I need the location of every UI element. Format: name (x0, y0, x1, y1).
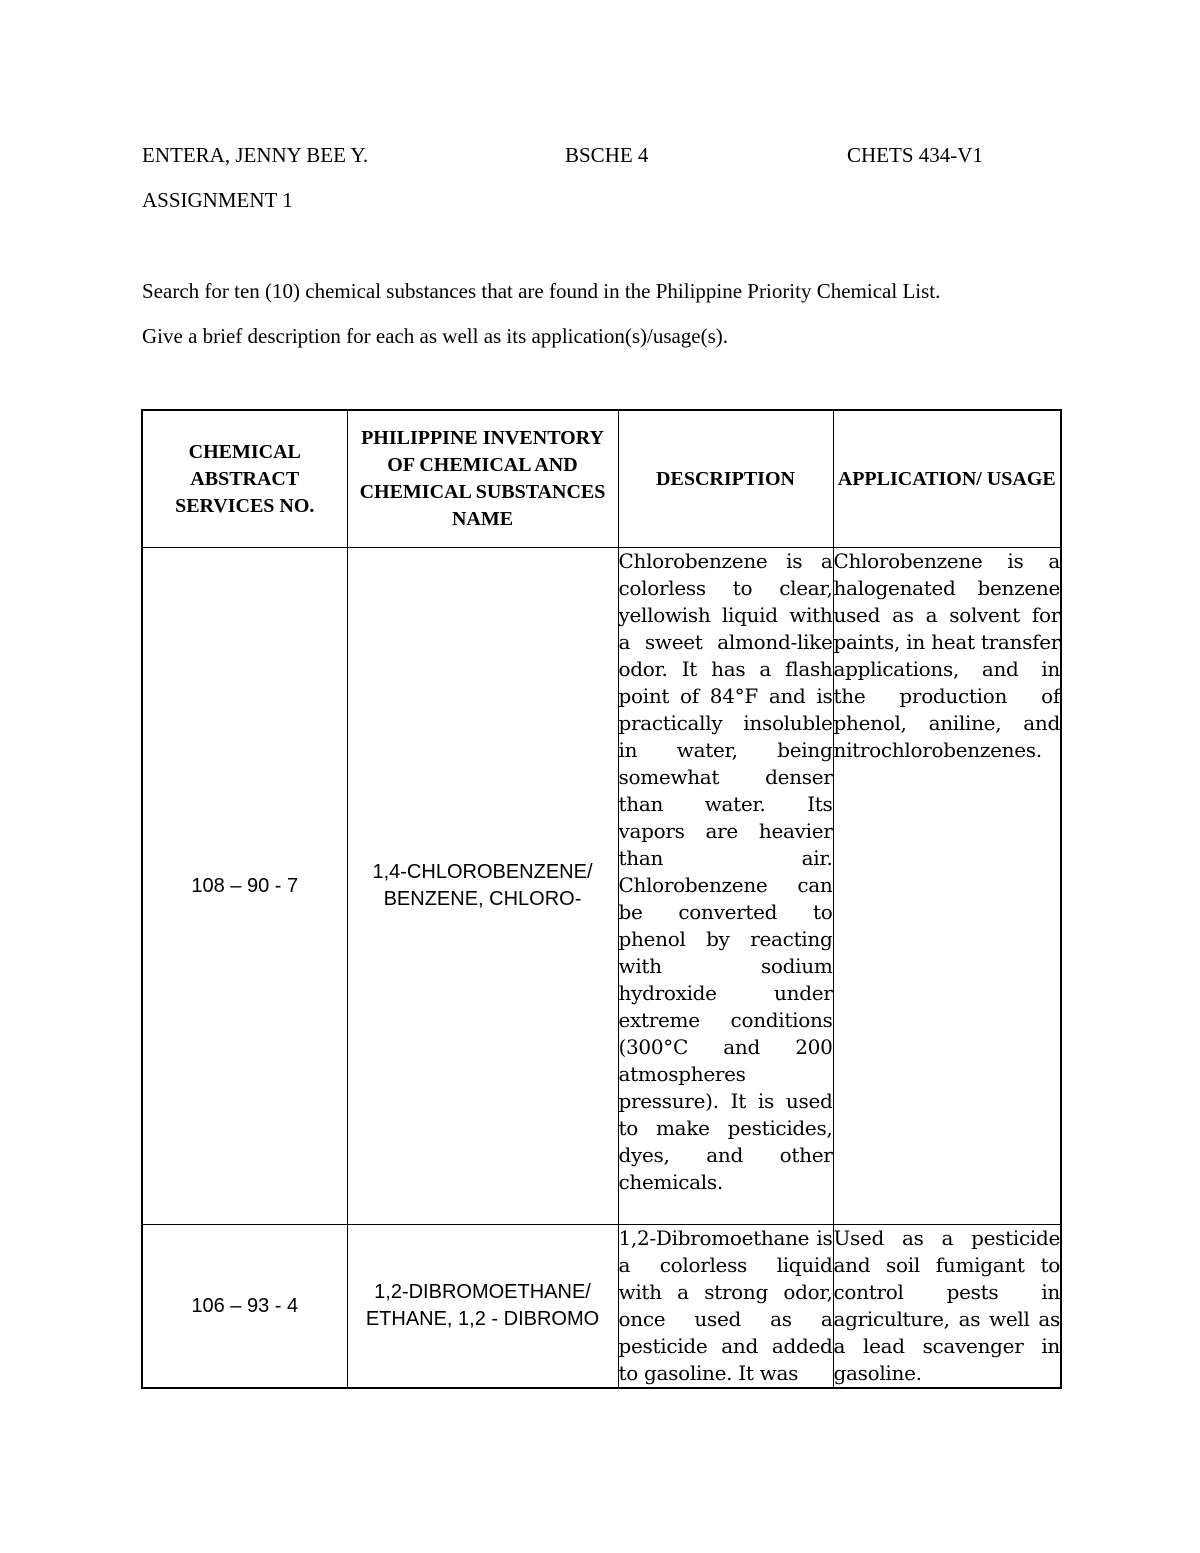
description-cell: Chlorobenzene is a colorless to clear, yellowish liquid with a sweet almond-like odor. It has a flash point of 84°F and is practically insoluble in water, being somewhat denser than water. Its vapors are heavier than air. Chlorobenzene can be converted to phenol by reacting with sodium hydroxide under extreme conditions (300°C and 200 atmospheres pressure). It is used to make pesticides, dyes, and other chemicals. (618, 548, 833, 1225)
header-description: DESCRIPTION (618, 410, 833, 548)
chemical-table (141, 409, 1062, 1389)
description-text: 1,2-Dibromoethane is a colorless liquid with a strong odor, once used as a pesticide and added to gasoline. It was (618, 1226, 833, 1385)
usage-cell: Used as a pesticide and soil fumigant to control pests in agriculture, as well as a lead scavenger in gasoline. (833, 1225, 1061, 1389)
table-header-row (142, 410, 1061, 548)
header-cas-number: CHEMICAL ABSTRACT SERVICES NO. (142, 410, 347, 548)
chemical-name-cell: 1,2-DIBROMOETHANE/ ETHANE, 1,2 - DIBROMO (347, 1225, 618, 1389)
subject-code: CHETS 434-V1 (847, 143, 983, 167)
cas-number-cell: 106 – 93 - 4 (142, 1225, 347, 1389)
course-label: BSCHE 4 (565, 143, 649, 167)
cas-number-cell: 108 – 90 - 7 (142, 548, 347, 1225)
header-chemical-name: PHILIPPINE INVENTORY OF CHEMICAL AND CHEMICAL SUBSTANCES NAME (347, 410, 618, 548)
chemical-name-cell: 1,4-CHLOROBENZENE/ BENZENE, CHLORO- (347, 548, 618, 1225)
usage-cell: Chlorobenzene is a halogenated benzene used as a solvent for paints, in heat transfer applications, and in the production of phenol, aniline, and nitrochlorobenzenes. (833, 548, 1061, 1225)
table-row (142, 1225, 1061, 1389)
instruction-line-1: Search for ten (10) chemical substances that are found in the Philippine Priority Chemical List. (142, 279, 941, 303)
header-application-usage: APPLICATION/ USAGE (833, 410, 1061, 548)
description-cell (618, 1225, 833, 1389)
table-row (142, 548, 1061, 1225)
assignment-title: ASSIGNMENT 1 (142, 188, 293, 212)
student-name: ENTERA, JENNY BEE Y. (142, 143, 369, 167)
instruction-line-2: Give a brief description for each as well as its application(s)/usage(s). (142, 324, 729, 348)
